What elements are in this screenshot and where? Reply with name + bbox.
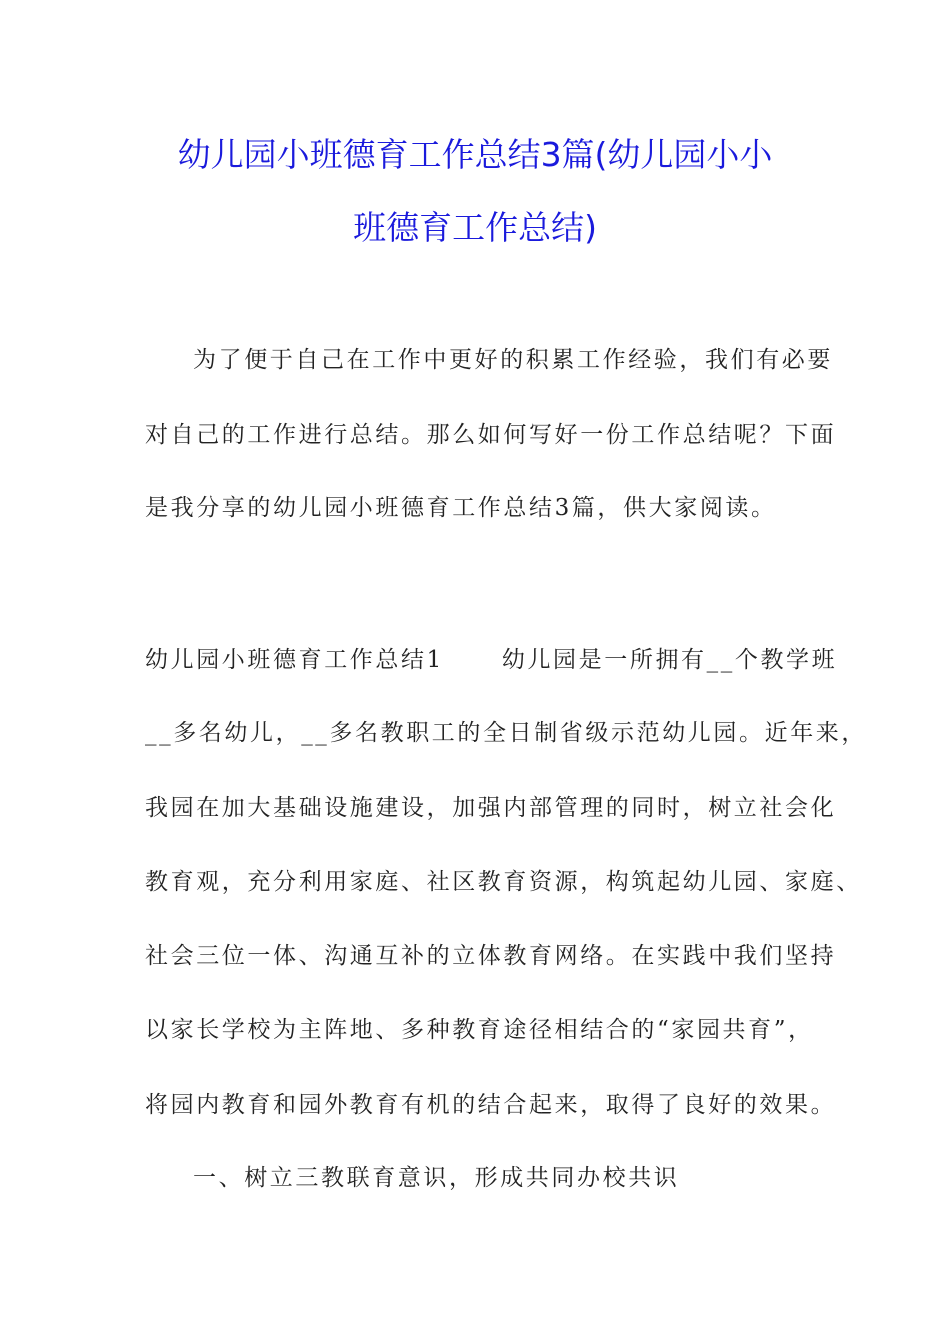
section-1-line-2: __多名幼儿，__多名教职工的全日制省级示范幼儿园。近年来， <box>145 720 867 746</box>
intro-paragraph-line-3: 是我分享的幼儿园小班德育工作总结3篇，供大家阅读。 <box>145 495 777 521</box>
section-1-first-line <box>145 645 837 675</box>
section-1-line-7: 将园内教育和园外教育有机的结合起来，取得了良好的效果。 <box>145 1092 837 1118</box>
section-1-line-6: 以家长学校为主阵地、多种教育途径相结合的“家园共育”， <box>145 1017 814 1043</box>
subheading-1: 一、树立三教联育意识，形成共同办校共识 <box>193 1165 680 1191</box>
intro-paragraph-line-2: 对自己的工作进行总结。那么如何写好一份工作总结呢？下面 <box>145 422 837 448</box>
section-1-line-3: 我园在加大基础设施建设，加强内部管理的同时，树立社会化 <box>145 795 837 821</box>
intro-paragraph-line-1: 为了便于自己在工作中更好的积累工作经验，我们有必要 <box>193 347 833 373</box>
section-1-line-5: 社会三位一体、沟通互补的立体教育网络。在实践中我们坚持 <box>145 943 837 969</box>
section-1-heading: 幼儿园小班德育工作总结1 <box>145 647 444 673</box>
section-1-line-4: 教育观，充分利用家庭、社区教育资源，构筑起幼儿园、家庭、 <box>145 869 862 895</box>
document-title-line-2: 班德育工作总结) <box>353 208 597 247</box>
document-title-line-1: 幼儿园小班德育工作总结3篇(幼儿园小小 <box>177 135 773 174</box>
section-1-first-line-text: 幼儿园是一所拥有__个教学班 <box>501 647 838 673</box>
